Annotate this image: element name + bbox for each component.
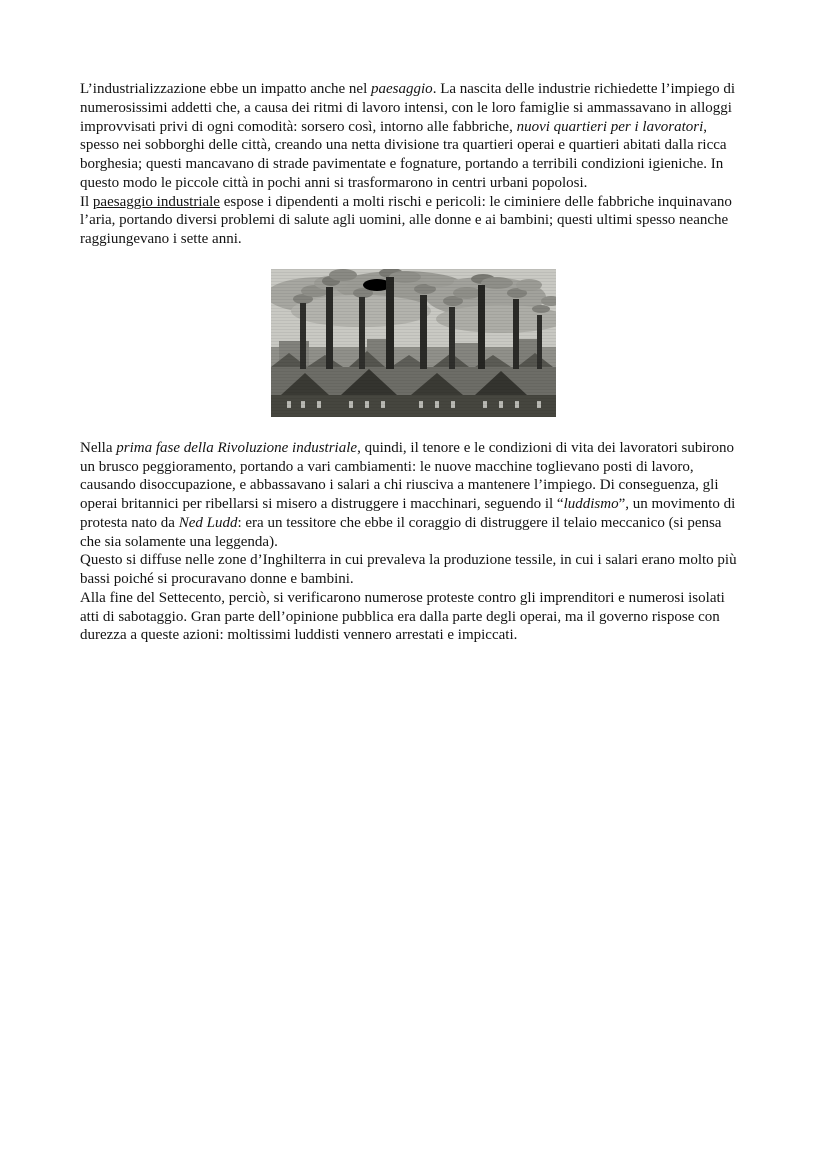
text-run: espose i dipendenti a molti rischi e pericoli: le ciminiere delle fabbriche inquinavano l’aria, portando diversi problemi di salute agli uomini, alle donne e ai bambini; questi ultimi spesso neanche raggiungevano i sette anni. xyxy=(80,193,736,247)
text-run: Il xyxy=(80,193,93,210)
industrial-landscape-image xyxy=(271,269,556,417)
text-run-italic: paesaggio xyxy=(371,81,433,97)
paragraph-4 xyxy=(80,551,746,589)
text-run-italic: luddismo xyxy=(563,496,619,512)
text-run: : era un tessitore che ebbe il coraggio di distruggere il telaio meccanico (si pensa che sia solamente una leggenda). xyxy=(80,514,726,550)
text-run: Nella xyxy=(80,439,117,456)
figure-industrial-landscape xyxy=(80,269,746,417)
text-run: L’industrializzazione ebbe un impatto anche nel xyxy=(80,81,372,97)
paragraph-3 xyxy=(80,439,746,552)
text-run-underline: paesaggio industriale xyxy=(92,193,220,210)
paragraph-5 xyxy=(80,589,746,645)
text-run-italic: prima fase della Rivoluzione industriale xyxy=(116,439,358,456)
text-run: . La nascita delle industrie richiedette l’impiego di numerosissimi addetti che, a causa dei ritmi di lavoro intensi, con le loro famiglie si ammassavano in alloggi improvvisati privi di ogni comodità: sorsero così, intorno alle fabbriche, xyxy=(80,81,739,135)
text-run: Questo si diffuse nelle zone d’Inghilterra in cui prevaleva la produzione tessile, in cui i salari erano molto più bassi poiché si procuravano donne e bambini. xyxy=(80,552,741,587)
text-run-italic: nuovi quartieri per i lavoratori xyxy=(516,118,704,135)
paragraph-1 xyxy=(80,80,746,193)
text-run: Alla fine del Settecento, perciò, si verificarono numerose proteste contro gli imprenditori e numerosi isolati atti di sabotaggio. Gran parte dell’opinione pubblica era dalla parte degli operai, ma il governo rispose con durezza a queste azioni: moltissimi luddisti vennero arrestati e impiccati. xyxy=(80,589,729,644)
text-run: , spesso nei sobborghi delle città, creando una netta divisione tra quartieri operai e quartieri abitati dalla ricca borghesia; questi mancavano di strade pavimentate e fognature, portando a terribili condizioni igieniche. In questo modo le piccole città in pochi anni si trasformarono in centri urbani popolosi. xyxy=(80,118,731,191)
paragraph-2 xyxy=(80,193,746,249)
text-run: ”, un movimento di protesta nato da xyxy=(80,496,740,531)
text-run: , quindi, il tenore e le condizioni di vita dei lavoratori subirono un brusco peggioramento, portando a vari cambiamenti: le nuove macchine toglievano posti di lavoro, causando disoccupazione, e abbassavano i salari a chi riusciva a mantenere l’impiego. Di conseguenza, gli operai britannici per ribellarsi si misero a distruggere i macchinari, seguendo il “ xyxy=(80,439,738,512)
text-run-italic: Ned Ludd xyxy=(178,514,238,531)
